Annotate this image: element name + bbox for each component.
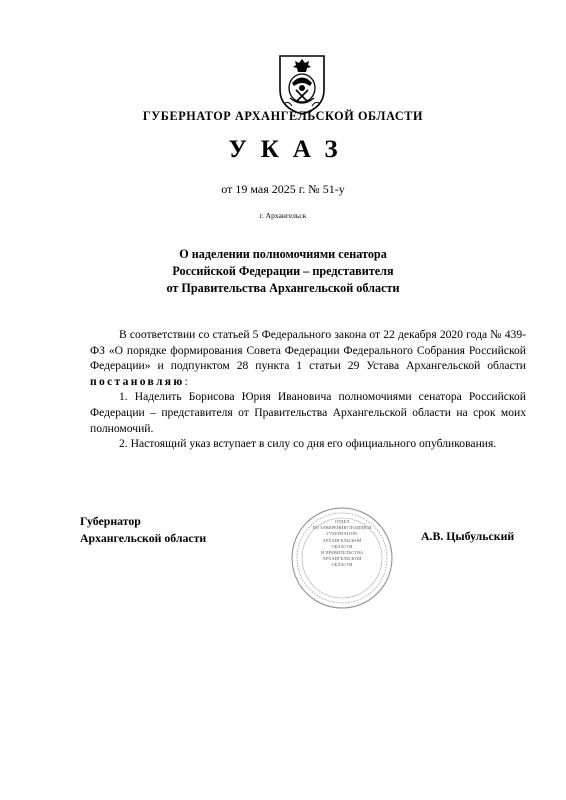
seal-line: ГУБЕРНАТОРА (326, 531, 358, 537)
coat-of-arms-icon (274, 50, 330, 116)
decree-date-number: от 19 мая 2025 г. № 51-у (221, 182, 345, 196)
decree-item-1: 1. Наделить Борисова Юрия Ивановича полномочиями сенатора Российской Федерации – представителя от Правительства Архангельской области на срок моих полномочий. (90, 390, 526, 435)
seal-line: ОБЛАСТИ (331, 543, 353, 549)
seal-line: АРХАНГЕЛЬСКОЙ (322, 556, 362, 562)
signatory-position (80, 513, 206, 546)
decree-word: постановляю (90, 374, 185, 388)
decree-body (90, 327, 526, 452)
seal-line: ОТДЕЛ (334, 519, 350, 524)
decree-item-2: 2. Настоящий указ вступает в силу со дня его официального опубликования. (119, 437, 497, 451)
seal-line: ПО ЗАВЕРЕНИЮ ПОДПИСИ (312, 525, 372, 531)
preamble-end: : (184, 374, 188, 388)
seal-line: И ПРАВИТЕЛЬСТВА (320, 550, 364, 556)
heading-line: от Правительства Архангельской области (166, 281, 400, 295)
signatory-name: А.В. Цыбульский (421, 529, 515, 543)
document-type-title: УКАЗ (228, 136, 352, 163)
seal-line: АРХАНГЕЛЬСКОЙ (322, 537, 362, 543)
heading-line: О наделении полномочиями сенатора (179, 247, 387, 261)
issue-place: г. Архангельск (259, 211, 307, 220)
preamble-text: В соответствии со статьей 5 Федерального закона от 22 декабря 2020 года № 439-ФЗ «О порядке формирования Совета Федерации Федерального Собрания Российской Федерации» и подпунктом 28 пункта 1 статьи 29 Устава Архангельской области (90, 328, 526, 373)
position-line: Архангельской области (80, 530, 207, 545)
position-line: Губернатор (80, 514, 141, 528)
preamble-paragraph (90, 327, 526, 389)
decree-heading (120, 246, 446, 297)
seal-line: ОБЛАСТИ (331, 562, 353, 568)
seal-inscription (305, 519, 379, 569)
heading-line: Российской Федерации – представителя (172, 264, 394, 278)
issuing-authority: ГУБЕРНАТОР АРХАНГЕЛЬСКОЙ ОБЛАСТИ (142, 109, 424, 123)
